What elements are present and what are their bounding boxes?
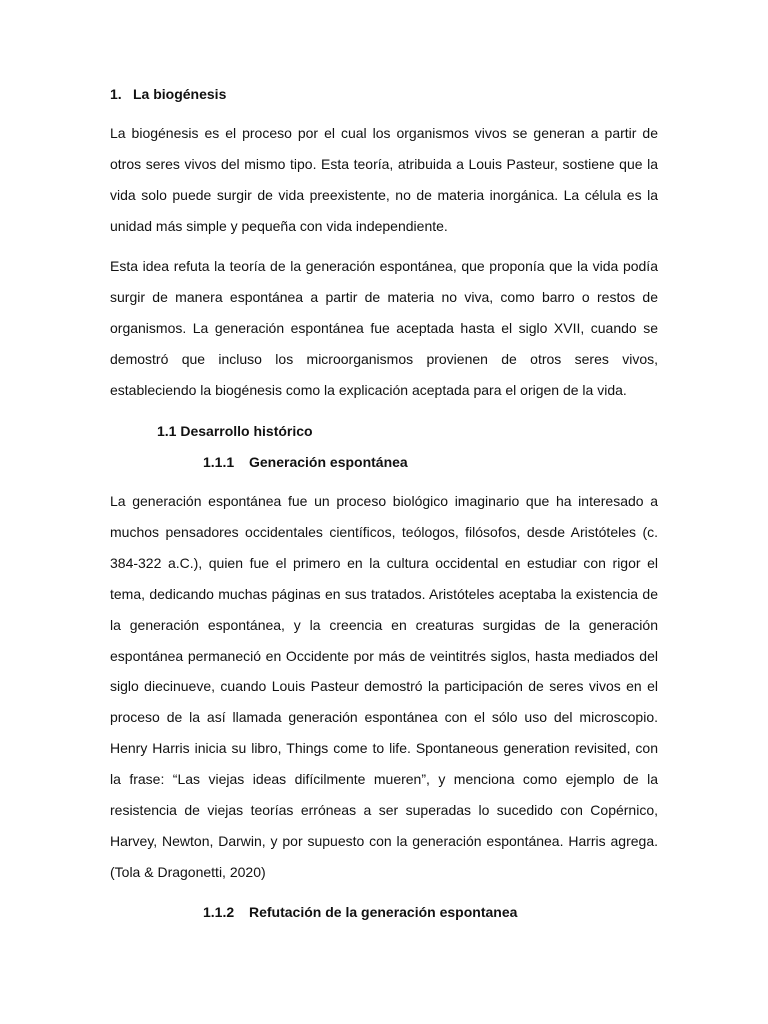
section-number: 1. [110,86,122,102]
subsection-heading-1-1-1 [203,454,408,470]
section-title: La biogénesis [133,86,227,102]
subsection-title: 1.1 Desarrollo histórico [157,423,313,439]
paragraph-spontaneous-generation-history: La generación espontánea fue un proceso biológico imaginario que ha interesado a muchos pensadores occidentales científicos, teólogos, filósofos, desde Aristóteles (c. 384-322 a.C.), quien fue el primero en la cultura occidental en estudiar con rigor el tema, dedicando muchas páginas en sus tratados. Aristóteles aceptaba la existencia de la generación espontánea, y la creencia en creaturas surgidas de la generación espontánea permaneció en Occidente por más de veintitrés siglos, hasta mediados del siglo diecinueve, cuando Louis Pasteur demostró la participación de seres vivos en el proceso de la así llamada generación espontánea con el sólo uso del microscopio. Henry Harris inicia su libro, Things come to life. Spontaneous generation revisited, con la frase: “Las viejas ideas difícilmente mueren”, y menciona como ejemplo de la resistencia de viejas teorías erróneas a ser superadas lo sucedido con Copérnico, Harvey, Newton, Darwin, y por supuesto con la generación espontánea. Harris agrega. (Tola & Dragonetti, 2020) [110,493,658,880]
subsection-title: Refutación de la generación espontanea [249,904,518,920]
section-heading-1 [110,86,226,102]
subsection-number: 1.1.2 [203,904,235,920]
subsection-number: 1.1.1 [203,454,235,470]
paragraph-spontaneous-generation-refuted: Esta idea refuta la teoría de la generación espontánea, que proponía que la vida podía surgir de manera espontánea a partir de materia no viva, como barro o restos de organismos. La generación espontánea fue aceptada hasta el siglo XVII, cuando se demostró que incluso los microorganismos provienen de otros seres vivos, estableciendo la biogénesis como la explicación aceptada para el origen de la vida. [110,258,658,398]
subsection-heading-1-1 [157,423,313,439]
subsection-title: Generación espontánea [249,454,408,470]
paragraph-biogenesis-definition: La biogénesis es el proceso por el cual los organismos vivos se generan a partir de otros seres vivos del mismo tipo. Esta teoría, atribuida a Louis Pasteur, sostiene que la vida solo puede surgir de vida preexistente, no de materia inorgánica. La célula es la unidad más simple y pequeña con vida independiente. [110,125,658,234]
subsection-heading-1-1-2 [203,904,517,920]
